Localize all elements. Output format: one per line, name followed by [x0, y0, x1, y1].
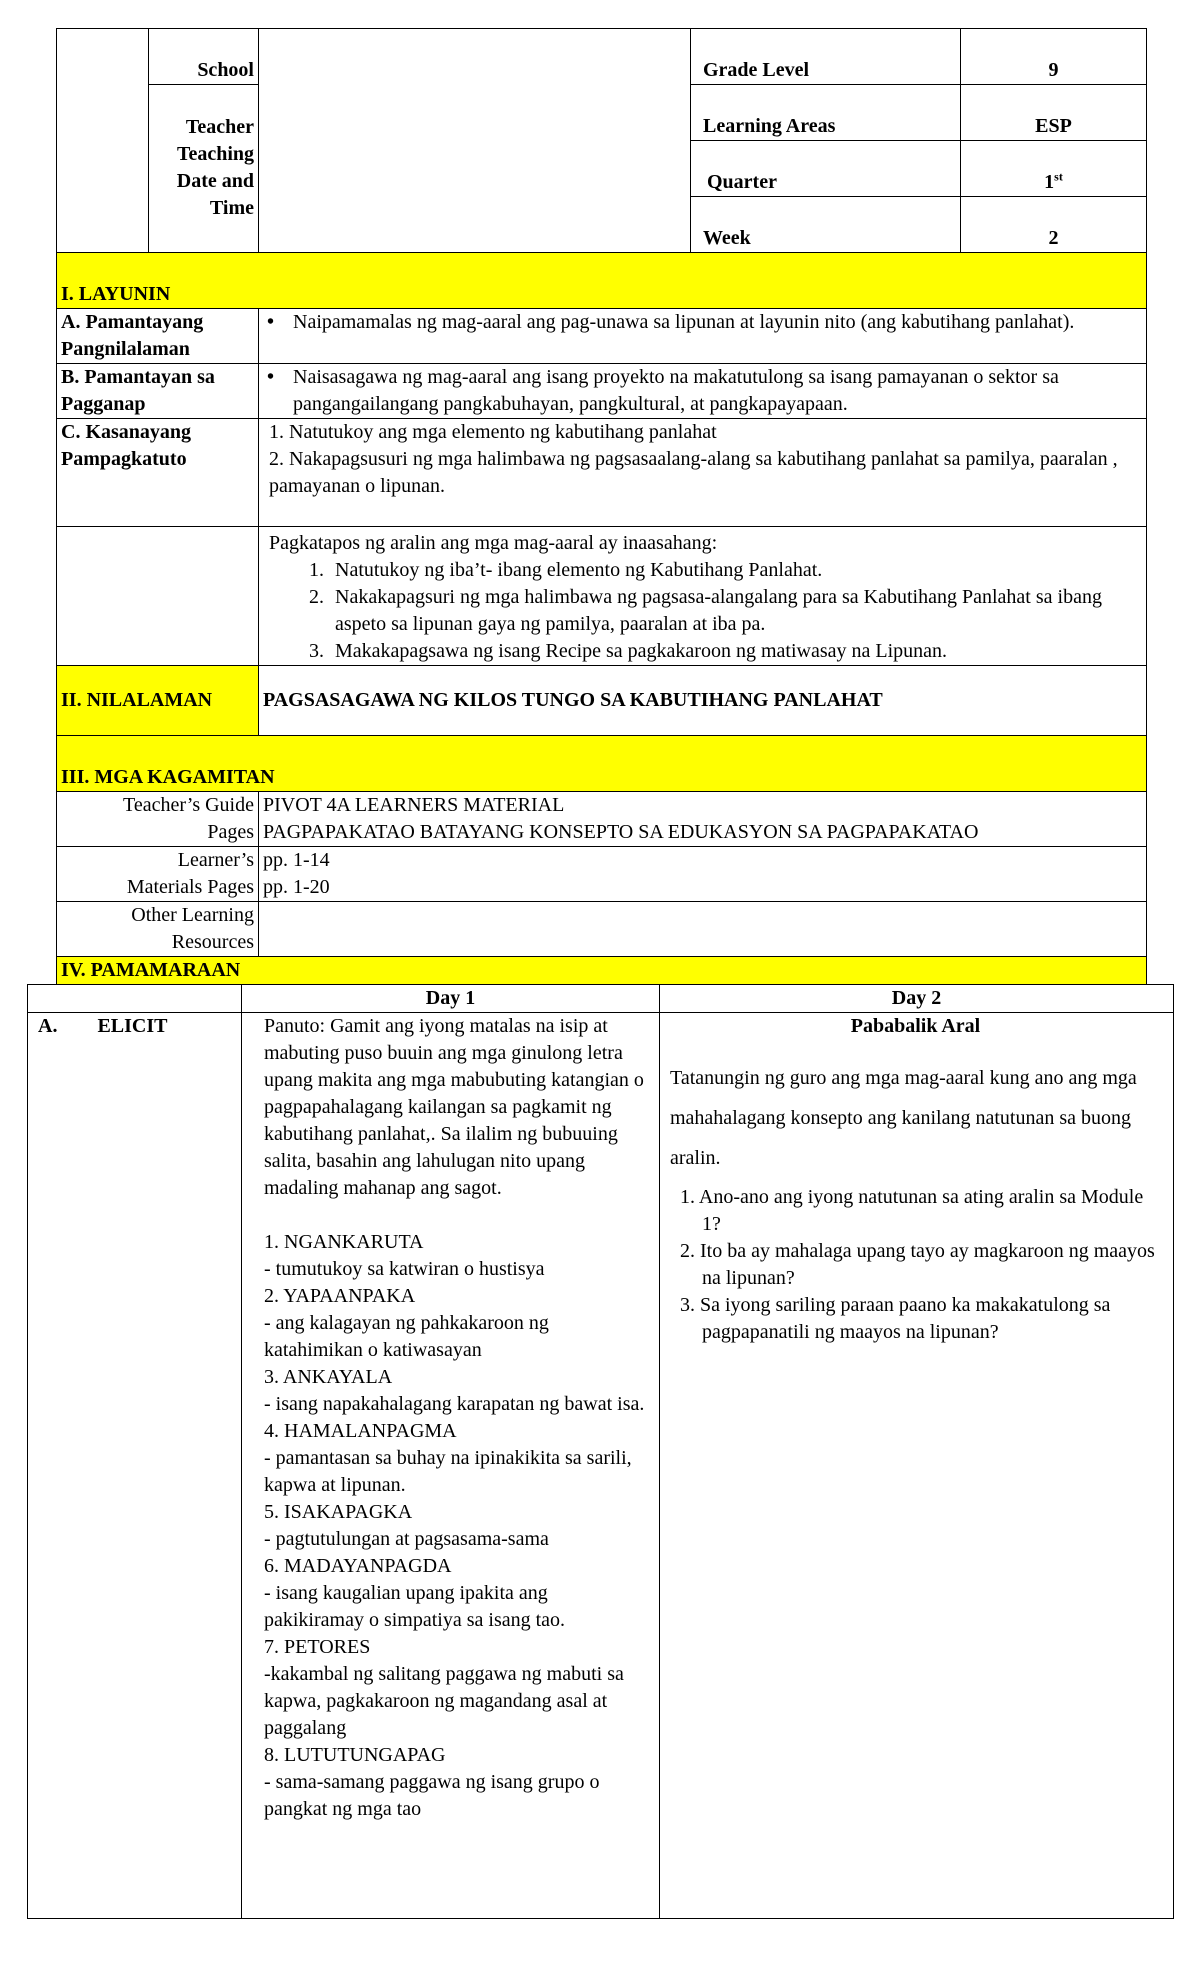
day2-question: 2. Ito ba ay mahalaga upang tayo ay magkaroon ng maayos na lipunan? [680, 1240, 1155, 1289]
quarter-label: Quarter [691, 141, 961, 197]
other-resources-value [259, 902, 1147, 957]
quarter-value: 1st [961, 141, 1147, 197]
objectives-intro: Pagkatapos ng aralin ang mga mag-aaral ay inaasahang: [269, 532, 718, 554]
pamantayan-sa-pagganap-text: • Naisasagawa ng mag-aaral ang isang proyekto na makatutulong sa isang pamayanan o sektor sa pangangailangang pangkabuhayan, pangkultural, at pangkapayapaan. [259, 364, 1147, 419]
nilalaman-text: PAGSASAGAWA NG KILOS TUNGO SA KABUTIHANG PANLAHAT [259, 666, 1147, 736]
week-value: 2 [961, 197, 1147, 253]
day2-heading: Pababalik Aral [850, 1015, 981, 1037]
layunin-heading: I. LAYUNIN [57, 253, 1147, 309]
scrambled-word-item: 8. LUTUTUNGAPAG - sama-samang paggawa ng isang grupo o pangkat ng mga tao [264, 1744, 600, 1820]
objectives-cell [259, 527, 1147, 666]
logo-cell [57, 29, 149, 253]
pamantayang-pangnilalaman-label: A. Pamantayang Pangnilalaman [57, 309, 259, 364]
day2-intro: Tatanungin ng guro ang mga mag-aaral kung ano ang mga mahahalagang konsepto ang kanilang natutunan sa buong aralin. [670, 1067, 1137, 1169]
pamamaraan-heading: IV. PAMAMARAAN [57, 957, 1147, 985]
teachers-guide-label: Teacher’s Guide Pages [57, 792, 259, 847]
day2-elicit-content [660, 1013, 1174, 1919]
school-teacher-value-cell [259, 29, 691, 253]
learning-areas-value: ESP [961, 85, 1147, 141]
scrambled-word-item: 2. YAPAANPAKA - ang kalagayan ng pahkakaroon ng katahimikan o katiwasayan [264, 1285, 549, 1361]
scrambled-word-item: 4. HAMALANPAGMA - pamantasan sa buhay na ipinakikita sa sarili, kapwa at lipunan. [264, 1420, 632, 1496]
scrambled-word-item: 7. PETORES -kakambal ng salitang paggawa ng mabuti sa kapwa, pagkakaroon ng magandang asal at paggalang [264, 1636, 624, 1739]
scrambled-word-item: 5. ISAKAPAGKA - pagtutulungan at pagsasama-sama [264, 1501, 549, 1550]
pamantayan-sa-pagganap-label: B. Pamantayan sa Pagganap [57, 364, 259, 419]
teaching-date-label: Teaching Date and Time [149, 141, 259, 253]
empty-header-cell [28, 985, 242, 1013]
lesson-plan-table [56, 28, 1147, 985]
teacher-label: Teacher [149, 85, 259, 141]
school-label: School [149, 29, 259, 85]
week-label: Week [691, 197, 961, 253]
pamantayang-pangnilalaman-text: • Naipamamalas ng mag-aaral ang pag-unawa sa lipunan at layunin nito (ang kabutihang panlahat). [259, 309, 1147, 364]
day1-header: Day 1 [242, 985, 660, 1013]
kagamitan-heading: III. MGA KAGAMITAN [57, 736, 1147, 792]
day2-header: Day 2 [660, 985, 1174, 1013]
teachers-guide-value: PIVOT 4A LEARNERS MATERIAL PAGPAPAKATAO BATAYANG KONSEPTO SA EDUKASYON SA PAGPAPAKATAO [259, 792, 1147, 847]
day2-question: 1. Ano-ano ang iyong natutunan sa ating aralin sa Module 1? [680, 1186, 1144, 1235]
scrambled-word-item: 6. MADAYANPAGDA - isang kaugalian upang ipakita ang pakikiramay o simpatiya sa isang tao. [264, 1555, 566, 1631]
scrambled-word-item: 3. ANKAYALA - isang napakahalagang karapatan ng bawat isa. [264, 1366, 645, 1415]
learners-materials-label: Learner’s Materials Pages [57, 847, 259, 902]
objectives-label-cell [57, 527, 259, 666]
grade-level-value: 9 [961, 29, 1147, 85]
objectives-list [269, 557, 1142, 665]
day1-instructions: Panuto: Gamit ang iyong matalas na isip at mabuting puso buuin ang mga ginulong letra upang makita ang mga mabubuting katangian o pagpapahalagang kailangan sa pagkamit ng kabutihang panlahat,. Sa ilalim ng bubuuing salita, basahin ang lahulugan nito upang madaling mahanap ang sagot. [264, 1015, 644, 1199]
pamamaraan-table [27, 984, 1174, 1919]
learners-materials-value: pp. 1-14 pp. 1-20 [259, 847, 1147, 902]
objective-item: 2. Nakakapagsuri ng mga halimbawa ng pagsasa-alangalang para sa Kabutihang Panlahat sa ibang aspeto sa lipunan gaya ng pamilya, paaralan at iba pa. [329, 584, 1142, 638]
grade-level-label: Grade Level [691, 29, 961, 85]
objective-item: 1. Natutukoy ng iba’t- ibang elemento ng Kabutihang Panlahat. [329, 557, 1142, 584]
kasanayang-pampagkatuto-text: 1. Natutukoy ang mga elemento ng kabutihang panlahat 2. Nakapagsusuri ng mga halimbawa ng pagsasaalang-alang sa kabutihang panlahat sa pamilya, paaralan , pamayanan o lipunan. [259, 419, 1147, 527]
day1-elicit-content [242, 1013, 660, 1919]
objective-item: 3. Makakapagsawa ng isang Recipe sa pagkakaroon ng matiwasay na Lipunan. [329, 638, 1142, 665]
kasanayang-pampagkatuto-label: C. Kasanayang Pampagkatuto [57, 419, 259, 527]
other-resources-label: Other Learning Resources [57, 902, 259, 957]
learning-areas-label: Learning Areas [691, 85, 961, 141]
day2-question: 3. Sa iyong sariling paraan paano ka makakatulong sa pagpapanatili ng maayos na lipunan? [680, 1294, 1111, 1343]
scrambled-word-item: 1. NGANKARUTA - tumutukoy sa katwiran o hustisya [264, 1231, 545, 1280]
elicit-label: A. ELICIT [28, 1013, 242, 1919]
nilalaman-heading: II. NILALAMAN [57, 666, 259, 736]
